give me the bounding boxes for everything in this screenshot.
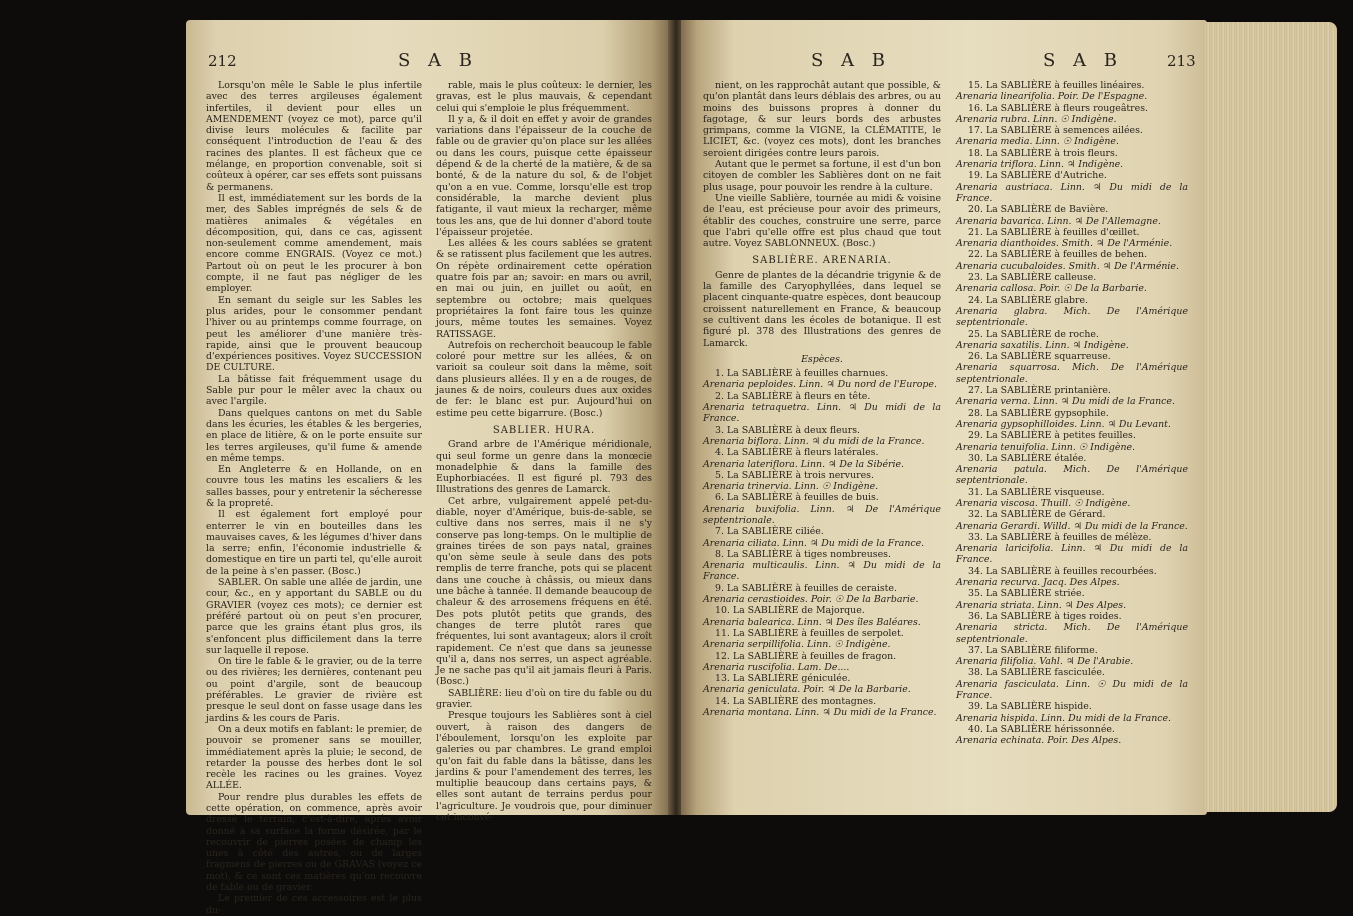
paragraph: On a deux motifs en fablant: le premier, de pouvoir se promener sans se mouiller, immédiatement après la pluie; le second, de retarder la pousse des herbes dont le sol recèle les racines ou les graines. Voyez ALLÉE.	[206, 723, 422, 792]
species-latin: Arenaria biflora. Linn. ♃ du midi de la France.	[703, 435, 925, 447]
species-name: 10. La SABLIÈRE de Majorque.	[715, 605, 865, 617]
page-number-right: 213	[1167, 52, 1196, 70]
species-name: 23. La SABLIÈRE calleuse.	[968, 272, 1097, 284]
right-column-1	[703, 80, 941, 718]
species-latin: Arenaria recurva. Jacq. Des Alpes.	[956, 577, 1120, 589]
paragraph: Lorsqu'on mêle le Sable le plus infertile avec des terres argileuses également infertiles, il devient pour elles un AMENDEMENT (voyez ce mot), parce qu'il divise leurs molécules & facilite par conséquent l'introduction de l'eau & des racines des plantes. Il est fâcheux que ce mélange, en proportion convenable, soit si coûteux à opérer, car ses effets sont puissans & permanens.	[206, 80, 422, 193]
species-name: 12. La SABLIÈRE à feuilles de fragon.	[715, 650, 897, 662]
species-name: 16. La SABLIÈRE à fleurs rougeâtres.	[968, 102, 1148, 114]
species-latin: Arenaria serpillifolia. Linn. ☉ Indigène.	[703, 639, 891, 651]
species-latin: Arenaria squarrosa. Mich. De l'Amérique septentrionale.	[956, 362, 1188, 385]
paragraph: En semant du seigle sur les Sables les plus arides, pour le consommer pendant l'hiver ou au printemps comme fourrage, on peut les améliorer d'une manière très-rapide, ainsi que le prouvent beaucoup d'expériences positives. Voyez SUCCESSION DE CULTURE.	[206, 294, 422, 374]
species-name: 8. La SABLIÈRE à tiges nombreuses.	[715, 548, 891, 560]
species-name: 18. La SABLIÈRE à trois fleurs.	[968, 147, 1118, 159]
species-latin: Arenaria hispida. Linn. Du midi de la France.	[956, 712, 1172, 724]
paragraph: On tire le fable & le gravier, ou de la terre ou des rivières; les dernières, contenant peu ou point d'argile, sont de beaucoup préférables. Le gravier de rivière est presque le seul dont on fasse usage dans les jardins & les cours de Paris.	[206, 656, 422, 724]
species-latin: Arenaria fasciculata. Linn. ☉ Du midi de la France.	[956, 678, 1188, 702]
species-latin: Arenaria filifolia. Vahl. ♃ De l'Arabie.	[956, 656, 1134, 668]
running-head-left: S A B	[398, 50, 479, 71]
left-column-2	[436, 80, 652, 823]
species-name: 28. La SABLIÈRE gypsophile.	[968, 407, 1109, 419]
species-name: 6. La SABLIÈRE à feuilles de buis.	[715, 492, 879, 504]
section-heading: Espèces.	[801, 353, 843, 365]
species-name: 25. La SABLIÈRE de roche.	[968, 328, 1099, 340]
species-name: 32. La SABLIÈRE de Gérard.	[968, 509, 1106, 521]
page-number-left: 212	[208, 52, 237, 70]
species-latin: Arenaria montana. Linn. ♃ Du midi de la France.	[703, 707, 937, 719]
species-latin: Arenaria cucubaloides. Smith. ♃ De l'Arménie.	[956, 260, 1179, 272]
entry-heading: SABLIER. HURA.	[492, 424, 596, 436]
species-name: 20. La SABLIÈRE de Bavière.	[968, 204, 1109, 216]
species-name: 33. La SABLIÈRE à feuilles de mélèze.	[968, 531, 1152, 543]
species-name: 2. La SABLIÈRE à fleurs en tête.	[715, 390, 871, 402]
entry-heading: SABLIÈRE. ARENARIA.	[752, 255, 892, 267]
paragraph: Il est également fort employé pour enterrer le vin en bouteilles dans les mauvaises caves, & les légumes d'hiver dans la serre; enfin, l'économie industrielle & domestique en tire un parti tel, qu'elle auroit de la peine à s'en passer. (Bosc.)	[206, 509, 422, 577]
species-latin: Arenaria glabra. Mich. De l'Amérique septentrionale.	[956, 305, 1188, 329]
species-name: 35. La SABLIÈRE striée.	[968, 588, 1085, 600]
species-name: 15. La SABLIÈRE à feuilles linéaires.	[968, 80, 1145, 91]
left-column-1	[206, 80, 422, 916]
species-name: 27. La SABLIÈRE printanière.	[968, 385, 1111, 397]
species-list	[703, 368, 941, 718]
species-name: 36. La SABLIÈRE à tiges roides.	[968, 610, 1122, 622]
species-latin: Arenaria media. Linn. ☉ Indigène.	[956, 136, 1119, 148]
species-list	[956, 80, 1188, 747]
species-name: 26. La SABLIÈRE squarreuse.	[968, 351, 1111, 363]
species-name: 21. La SABLIÈRE à feuilles d'œillet.	[968, 226, 1140, 238]
species-latin: Arenaria buxifolia. Linn. ♃ De l'Amérique septentrionale.	[703, 503, 941, 526]
running-head-right-1: S A B	[811, 50, 892, 71]
paragraph: Genre de plantes de la décandrie trigynie & de la famille des Caryophyllées, dans lequel se placent cinquante-quatre espèces, dont beaucoup croissent naturellement en France, & beaucoup se cultivent dans les écoles de botanique. Il est figuré pl. 378 des Illustrations des genres de Lamarck.	[703, 269, 941, 349]
paragraph: nient, on les rapprochât autant que possible, & qu'on plantât dans leurs déblais des arbres, ou au moins des buissons propres à donner du fagotage, & sur leurs bords des arbustes grimpans, comme la VIGNE, la CLÉMATITE, le LICIET, &c. (voyez ces mots), dont les branches seroient dirigées contre leurs parois.	[703, 80, 941, 159]
paragraph: SABLIÈRE: lieu d'où on tire du fable ou du gravier.	[436, 687, 652, 711]
species-latin: Arenaria laricifolia. Linn. ♃ Du midi de la France.	[956, 543, 1188, 566]
species-latin: Arenaria lateriflora. Linn. ♃ De la Sibérie.	[703, 458, 905, 470]
species-name: 37. La SABLIÈRE filiforme.	[968, 644, 1098, 656]
book-page-edges	[1205, 22, 1337, 812]
species-name: 39. La SABLIÈRE hispide.	[968, 701, 1092, 713]
species-name: 14. La SABLIÈRE des montagnes.	[715, 695, 877, 707]
species-name: 7. La SABLIÈRE ciliée.	[715, 526, 824, 538]
species-latin: Arenaria callosa. Poir. ☉ De la Barbarie.	[956, 283, 1147, 295]
paragraph: Presque toujours les Sablières sont à ciel ouvert, à raison des dangers de l'éboulement, lorsqu'on les exploite par galeries ou par chambres. Le grand emploi qu'on fait du fable dans la bâtisse, dans les jardins & pour l'amendement des terres, les multiplie beaucoup dans certains pays, & elles sont autant de terrains perdus pour l'agriculture. Je voudrois que, pour diminuer cet inconvé-	[436, 710, 652, 823]
species-latin: Arenaria striata. Linn. ♃ Des Alpes.	[956, 599, 1127, 611]
paragraph: Autant que le permet sa fortune, il est d'un bon citoyen de combler les Sablières dont on ne fait plus usage, pour pouvoir les rendre à la culture.	[703, 159, 941, 193]
species-name: 13. La SABLIÈRE géniculée.	[715, 673, 851, 685]
paragraph: Grand arbre de l'Amérique méridionale, qui seul forme un genre dans la monœcie monadelphie & dans la famille des Euphorbiacées. Il est figuré pl. 793 des Illustrations des genres de Lamarck.	[436, 439, 652, 496]
species-name: 38. La SABLIÈRE fasciculée.	[968, 667, 1105, 679]
species-latin: Arenaria patula. Mich. De l'Amérique septentrionale.	[956, 464, 1188, 487]
species-name: 31. La SABLIÈRE visqueuse.	[968, 486, 1105, 498]
species-latin: Arenaria tenuifolia. Linn. ☉ Indigène.	[956, 441, 1136, 453]
species-latin: Arenaria ciliata. Linn. ♃ Du midi de la France.	[703, 537, 925, 549]
species-latin: Arenaria geniculata. Poir. ♃ De la Barbarie.	[703, 684, 911, 696]
paragraph: rable, mais le plus coûteux: le dernier, les gravas, est le plus mauvais, & cependant celui qui s'emploie le plus fréquemment.	[436, 80, 652, 114]
species-name: 29. La SABLIÈRE à petites feuilles.	[968, 430, 1136, 442]
paragraph: Pour rendre plus durables les effets de cette opération, on commence, après avoir dressé le terrain, c'est-à-dire, après avoir donné à sa surface la forme désirée, par le recouvrir de pierres posées de champ les unes à côté des autres, ou de larges fragmens de pierres ou de GRAVAS (voyez ce mot), & ce sont ces matières qu'on recouvre de fable ou de gravier.	[206, 791, 422, 894]
paragraph: Les allées & les cours sablées se gratent & se ratissent plus facilement que les autres. On répète ordinairement cette opération quatre fois par an; savoir: en mars ou avril, en mai ou juin, en juillet ou août, en septembre ou octobre; mais quelques propriétaires la font faire tous les quinze jours, même toutes les semaines. Voyez RATISSAGE.	[436, 238, 652, 340]
species-latin: Arenaria ruscifolia. Lam. De....	[703, 661, 850, 673]
species-name: 11. La SABLIÈRE à feuilles de serpolet.	[715, 627, 904, 639]
species-latin: Arenaria stricta. Mich. De l'Amérique septentrionale.	[956, 622, 1188, 645]
paragraph: Dans quelques cantons on met du Sable dans les écuries, les étables & les bergeries, en place de litière, & on le porte ensuite sur les terres argileuses, qu'il fume & amende en même temps.	[206, 407, 422, 464]
paragraph: Le premier de ces accessoires est le plus du-	[206, 893, 422, 916]
species-latin: Arenaria triflora. Linn. ♃ Indigène.	[956, 159, 1124, 171]
paragraph: SABLER. On sable une allée de jardin, une cour, &c., en y apportant du SABLE ou du GRAVIER (voyez ces mots); ce dernier est préféré partout où on peut s'en procurer, parce que les grains étant plus gros, ils s'enfoncent plus difficilement dans la terre sur laquelle il repose.	[206, 577, 422, 656]
species-latin: Arenaria dianthoides. Smith. ♃ De l'Arménie.	[956, 238, 1173, 250]
species-name: 24. La SABLIÈRE glabre.	[968, 294, 1089, 306]
species-latin: Arenaria saxatilis. Linn. ♃ Indigène.	[956, 339, 1129, 351]
species-latin: Arenaria balearica. Linn. ♃ Des îles Baléares.	[703, 616, 921, 628]
species-name: 34. La SABLIÈRE à feuilles recourbées.	[968, 565, 1157, 577]
species-latin: Arenaria gypsophilloides. Linn. ♃ Du Levant.	[956, 418, 1171, 430]
species-name: 5. La SABLIÈRE à trois nervures.	[715, 469, 874, 481]
species-latin: Arenaria cerastioides. Poir. ☉ De la Barbarie.	[703, 594, 919, 606]
species-latin: Arenaria echinata. Poir. Des Alpes.	[956, 735, 1122, 747]
right-page	[681, 20, 1207, 815]
paragraph: Il y a, & il doit en effet y avoir de grandes variations dans l'épaisseur de la couche de fable ou de gravier qu'on place sur les allées ou dans les cours, puisque cette épaisseur dépend & de la cherté de la matière, & de sa bonté, & de la nature du sol, & de l'objet qu'on a en vue. Comme, lorsqu'elle est trop considérable, la marche devient plus fatigante, il vaut mieux la recharger, même tous les ans, que de lui donner d'abord toute l'épaisseur projetée.	[436, 113, 652, 238]
running-head-right-2: S A B	[1043, 50, 1124, 71]
paragraph: Il est, immédiatement sur les bords de la mer, des Sables imprégnés de sels & de matières animales & végétales en décomposition, qui, dans ce cas, agissent non-seulement comme amendement, mais encore comme ENGRAIS. (Voyez ce mot.) Partout où on peut le les procurer à bon compte, il ne faut pas négliger de les employer.	[206, 192, 422, 295]
paragraph: Cet arbre, vulgairement appelé pet-du-diable, noyer d'Amérique, buis-de-sable, se cultive dans nos serres, mais il ne s'y conserve pas long-temps. On le multiplie de graines tirées de son pays natal, graines qu'on sème seule à seule dans des pots remplis de terre franche, pots qui se placent dans une couche à châssis, ou mieux dans une bâche à tannée. Il demande beaucoup de chaleur & des arrosemens fréquens en été. Des pots plutôt petits que grands, des changes de terre plutôt rares que fréquentes, lui sont avantageux; alors il croît rapidement. Ce n'est que dans sa jeunesse qu'il a, dans nos serres, un aspect agréable. Je ne sache pas qu'il ait jamais fleuri à Paris. (Bosc.)	[436, 495, 652, 688]
paragraph: La bâtisse fait fréquemment usage du Sable pur pour le mêler avec la chaux ou avec l'argile.	[206, 373, 422, 408]
paragraph: En Angleterre & en Hollande, on en couvre tous les matins les escaliers & les salles basses, pour y entretenir la sécheresse & la propreté.	[206, 464, 422, 509]
species-latin: Arenaria trinervia. Linn. ☉ Indigène.	[703, 481, 879, 493]
species-latin: Arenaria linearifolia. Poir. De l'Espagne.	[956, 91, 1148, 103]
species-name: 9. La SABLIÈRE à feuilles de ceraiste.	[715, 582, 897, 594]
species-name: 1. La SABLIÈRE à feuilles charnues.	[715, 368, 889, 380]
paragraph: Une vieille Sablière, tournée au midi & voisine de l'eau, est précieuse pour avoir des primeurs, établir des couches, construire une serre, parce que l'abri qu'elle offre est plus chaud que tout autre. Voyez SABLONNEUX. (Bosc.)	[703, 192, 941, 250]
right-column-2	[956, 80, 1188, 747]
species-latin: Arenaria peploides. Linn. ♃ Du nord de l'Europe.	[703, 379, 937, 391]
species-latin: Arenaria tetraquetra. Linn. ♃ Du midi de la France.	[703, 402, 941, 425]
paragraph: Autrefois on recherchoit beaucoup le fable coloré pour mettre sur les allées, & on varioit sa couleur soit dans la même, soit dans plusieurs allées. Il y en a de rouges, de jaunes & de noirs, couleurs dues aux oxides de fer: le blanc est pur. Aujourd'hui on estime peu cette bigarrure. (Bosc.)	[436, 339, 652, 419]
left-page	[186, 20, 671, 916]
species-name: 3. La SABLIÈRE à deux fleurs.	[715, 424, 860, 436]
species-latin: Arenaria rubra. Linn. ☉ Indigène.	[956, 113, 1117, 125]
species-name: 17. La SABLIÈRE à semences ailées.	[968, 125, 1143, 137]
species-name: 22. La SABLIÈRE à feuilles de behen.	[968, 249, 1148, 261]
species-latin: Arenaria verna. Linn. ♃ Du midi de la France.	[956, 396, 1175, 408]
species-name: 4. La SABLIÈRE à fleurs latérales.	[715, 447, 879, 459]
species-latin: Arenaria bavarica. Linn. ♃ De l'Allemagne.	[956, 215, 1161, 227]
species-latin: Arenaria Gerardi. Willd. ♃ Du midi de la France.	[956, 520, 1188, 532]
species-name: 30. La SABLIÈRE étalée.	[968, 452, 1087, 464]
species-latin: Arenaria multicaulis. Linn. ♃ Du midi de la France.	[703, 560, 941, 583]
species-latin: Arenaria austriaca. Linn. ♃ Du midi de la France.	[956, 181, 1188, 204]
species-name: 19. La SABLIÈRE d'Autriche.	[968, 170, 1107, 182]
species-name: 40. La SABLIÈRE hérissonnée.	[968, 723, 1115, 735]
species-latin: Arenaria viscosa. Thuill. ☉ Indigène.	[956, 497, 1131, 509]
